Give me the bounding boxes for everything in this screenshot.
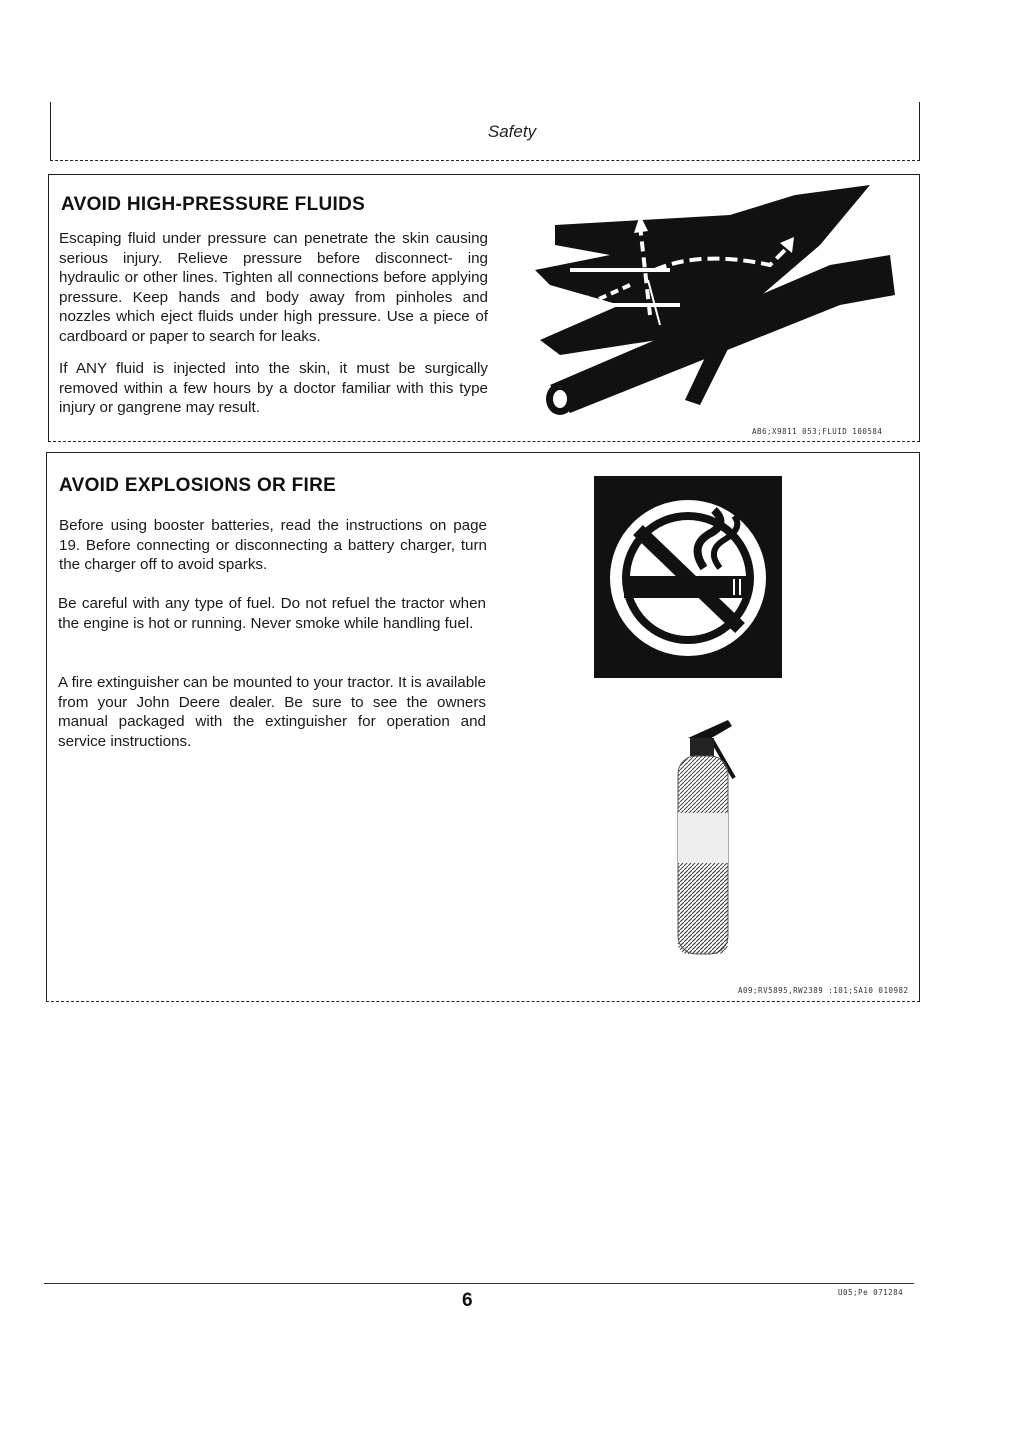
hand-near-leaking-hose-icon [530,185,900,417]
fire-extinguisher-icon [668,718,740,958]
page-header-title: Safety [487,122,537,141]
footer-rule [44,1283,914,1284]
figure-caption: AB6;X9811 053;FLUID 100584 [752,427,883,436]
section-paragraph: A fire extinguisher can be mounted to your tractor. It is available from your John Deere dealer. Be sure to see the owners manual packaged with the extinguisher for operation and service instructions. [58,674,486,750]
no-smoking-icon [594,476,782,678]
section-heading: AVOID HIGH-PRESSURE FLUIDS [61,194,366,215]
page-number: 6 [462,1290,473,1311]
footer-code: U05;Pe 071284 [838,1288,904,1297]
figure-caption: A09;RV5895,RW2389 :101;SA10 010982 [738,986,909,995]
section-paragraph: Before using booster batteries, read the instructions on page 19. Before connecting or disconnecting a battery charger, turn the charger off to avoid sparks. [59,517,487,574]
section-paragraph: If ANY fluid is injected into the skin, it must be surgically removed within a few hours by a doctor familiar with this type injury or gangrene may result. [59,360,488,417]
section-paragraph: Be careful with any type of fuel. Do not refuel the tractor when the engine is hot or running. Never smoke while handling fuel. [58,595,486,632]
section-heading: AVOID EXPLOSIONS OR FIRE [59,475,337,496]
section-paragraph: Escaping fluid under pressure can penetrate the skin causing serious injury. Relieve pressure before disconnect- ing hydraulic or other lines. Tighten all connections before applying pressure. Keep hands and body away from pinholes and nozzles which eject fluids under high pressure. Use a piece of cardboard or paper to search for leaks. [59,230,488,345]
